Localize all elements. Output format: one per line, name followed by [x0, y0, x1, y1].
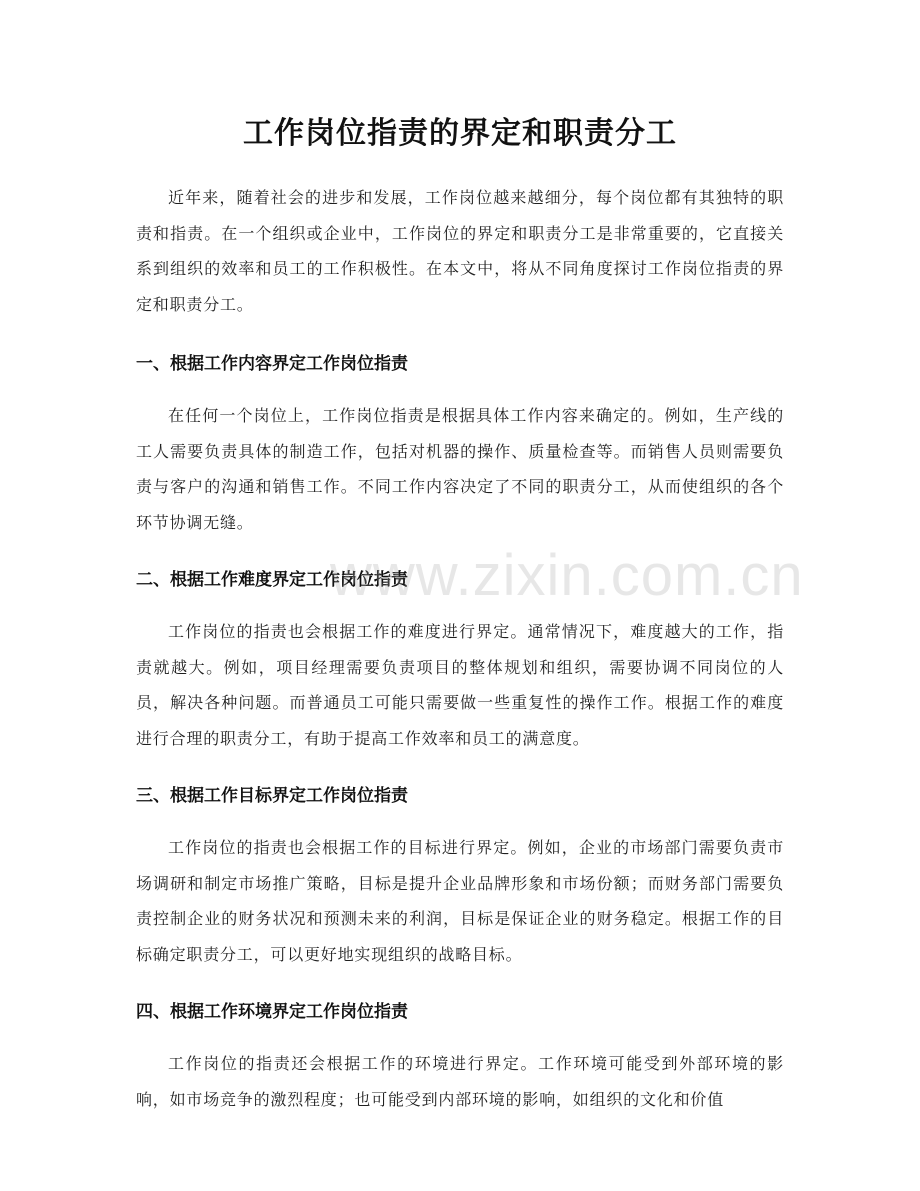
section-paragraph-1: 在任何一个岗位上，工作岗位指责是根据具体工作内容来确定的。例如，生产线的工人需要负责具体的制造工作，包括对机器的操作、质量检查等。而销售人员则需要负责与客户的沟通和销售工作。不同工作内容决定了不同的职责分工，从而使组织的各个环节协调无缝。: [136, 406, 784, 532]
section-paragraph-2: 工作岗位的指责也会根据工作的难度进行界定。通常情况下，难度越大的工作，指责就越大。例如，项目经理需要负责项目的整体规划和组织，需要协调不同岗位的人员，解决各种问题。而普通员工可能只需要做一些重复性的操作工作。根据工作的难度进行合理的职责分工，有助于提高工作效率和员工的满意度。: [136, 622, 784, 748]
section-heading-2: 二、根据工作难度界定工作岗位指责: [136, 570, 408, 590]
section-heading-4: 四、根据工作环境界定工作岗位指责: [136, 1002, 408, 1022]
section-heading-1: 一、根据工作内容界定工作岗位指责: [136, 354, 408, 374]
document-body: [136, 180, 784, 1117]
section-paragraph-3: 工作岗位的指责也会根据工作的目标进行界定。例如，企业的市场部门需要负责市场调研和制定市场推广策略，目标是提升企业品牌形象和市场份额；而财务部门需要负责控制企业的财务状况和预测未来的利润，目标是保证企业的财务稳定。根据工作的目标确定职责分工，可以更好地实现组织的战略目标。: [136, 838, 784, 964]
intro-paragraph: 近年来，随着社会的进步和发展，工作岗位越来越细分，每个岗位都有其独特的职责和指责。在一个组织或企业中，工作岗位的界定和职责分工是非常重要的，它直接关系到组织的效率和员工的工作积极性。在本文中，将从不同角度探讨工作岗位指责的界定和职责分工。: [136, 188, 784, 314]
section-paragraph-4: 工作岗位的指责还会根据工作的环境进行界定。工作环境可能受到外部环境的影响，如市场竞争的激烈程度；也可能受到内部环境的影响，如组织的文化和价值: [136, 1054, 784, 1109]
section-heading-3: 三、根据工作目标界定工作岗位指责: [136, 786, 408, 806]
watermark: www.zixin.com.cn: [330, 543, 804, 608]
document-title: 工作岗位指责的界定和职责分工: [243, 116, 677, 151]
